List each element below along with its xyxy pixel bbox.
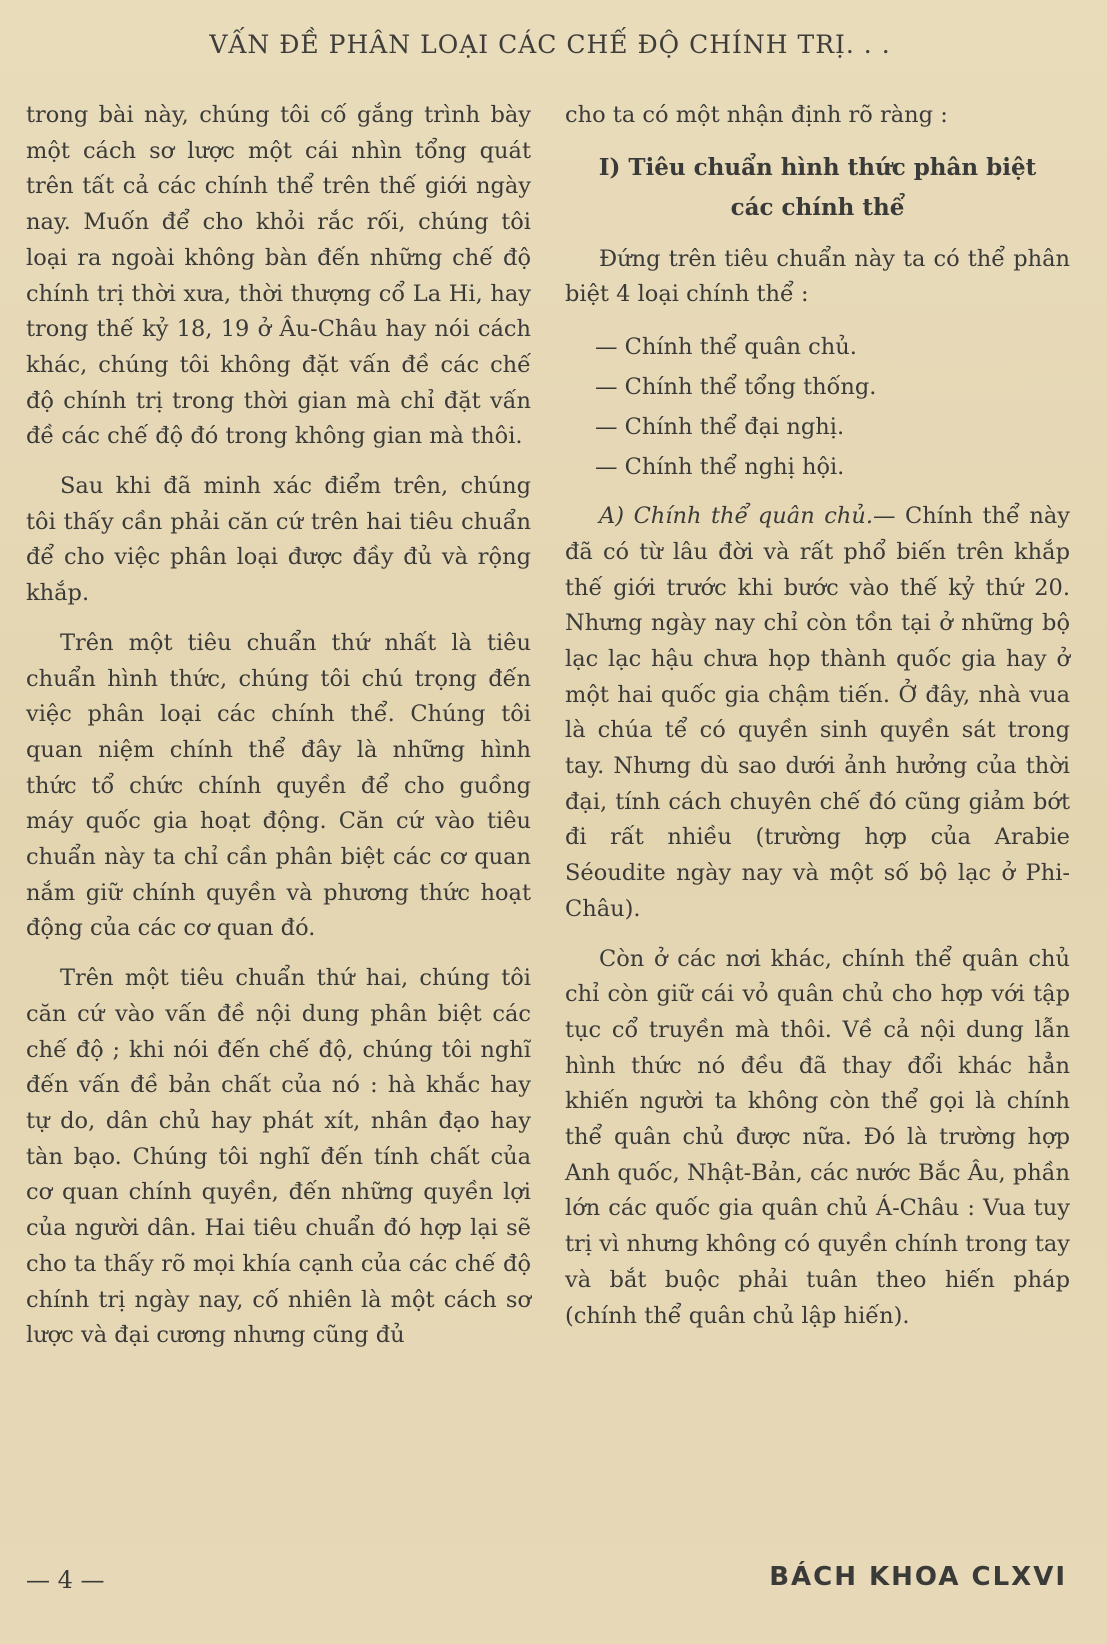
section-heading: I) Tiêu chuẩn hình thức phân biệt các chính thể [598, 153, 1037, 221]
paragraph: Còn ở các nơi khác, chính thể quân chủ chỉ còn giữ cái vỏ quân chủ cho hợp với tập tục cổ truyền mà thôi. Về cả nội dung lẫn hình thức nó đều đã thay đổi khác hẳn khiến người ta không còn thể gọi là chính thể quân chủ được nữa. Đó là trường hợp Anh quốc, Nhật-Bản, các nước Bắc Âu, phần lớn các quốc gia quân chủ Á-Châu : Vua tuy trị vì nhưng không có quyền chính trong tay và bắt buộc phải tuân theo hiến pháp (chính thể quân chủ lập hiến). [565, 945, 1070, 1329]
list-item: — Chính thể quân chủ. [595, 334, 857, 361]
paragraph: trong bài này, chúng tôi cố gắng trình bày một cách sơ lược một cái nhìn tổng quát trên tất cả các chính thể trên thế giới ngày nay. Muốn để cho khỏi rắc rối, chúng tôi loại ra ngoài không bàn đến những chế độ chính trị thời xưa, thời thượng cổ La Hi, hay trong thế kỷ 18, 19 ở Âu-Châu hay nói cách khác, chúng tôi không đặt vấn đề các chế độ chính trị trong thời gian mà chỉ đặt vấn đề các chế độ đó trong không gian mà thôi. [26, 102, 531, 450]
running-header: VẤN ĐỀ PHÂN LOẠI CÁC CHẾ ĐỘ CHÍNH TRỊ. . . [209, 30, 891, 59]
subsection-text: Chính thể này đã có từ lâu đời và rất phổ biến trên khắp thế giới trước khi bước vào thế kỷ thứ 20. Nhưng ngày nay chỉ còn tồn tại ở những bộ lạc lạc hậu chưa họp thành quốc gia hay ở một hai quốc gia chậm tiến. Ở đây, nhà vua là chúa tể có quyền sinh quyền sát trong tay. Nhưng dù sao dưới ảnh hưởng của thời đại, tính cách chuyên chế đó cũng giảm bớt đi rất nhiều (trường hợp của Arabie Séoudite ngày nay và một số bộ lạc ở Phi-Châu). [565, 503, 1070, 922]
subsection-heading: A) Chính thể quân chủ.— [599, 503, 896, 530]
paragraph [565, 499, 1070, 927]
paragraph: Sau khi đã minh xác điểm trên, chúng tôi thấy cần phải căn cứ trên hai tiêu chuẩn để cho việc phân loại được đầy đủ và rộng khắp. [26, 473, 531, 607]
list-item: — Chính thể đại nghị. [595, 414, 845, 441]
regime-list [565, 327, 1070, 487]
page-number: — 4 — [26, 1566, 105, 1594]
paragraph: Đứng trên tiêu chuẩn này ta có thể phân biệt 4 loại chính thể : [565, 245, 1070, 308]
left-column [26, 98, 531, 1368]
paragraph: Trên một tiêu chuẩn thứ hai, chúng tôi căn cứ vào vấn đề nội dung phân biệt các chế độ ; khi nói đến chế độ, chúng tôi nghĩ đến vấn đề bản chất của nó : hà khắc hay tự do, dân chủ hay phát xít, nhân đạo hay tàn bạo. Chúng tôi nghĩ đến tính chất của cơ quan chính quyền, đến những quyền lợi của người dân. Hai tiêu chuẩn đó hợp lại sẽ cho ta thấy rõ mọi khía cạnh của các chế độ chính trị ngày nay, cố nhiên là một cách sơ lược và đại cương nhưng cũng đủ [26, 965, 531, 1349]
paragraph: cho ta có một nhận định rõ ràng : [565, 102, 948, 128]
list-item: — Chính thể nghị hội. [595, 454, 845, 481]
magazine-name: BÁCH KHOA CLXVI [769, 1562, 1067, 1592]
list-item: — Chính thể tổng thống. [595, 374, 877, 401]
right-column [565, 98, 1070, 1348]
paragraph: Trên một tiêu chuẩn thứ nhất là tiêu chuẩn hình thức, chúng tôi chú trọng đến việc phân loại các chính thể. Chúng tôi quan niệm chính thể đây là những hình thức tổ chức chính quyền để cho guồng máy quốc gia hoạt động. Căn cứ vào tiêu chuẩn này ta chỉ cần phân biệt các cơ quan nắm giữ chính quyền và phương thức hoạt động của các cơ quan đó. [26, 629, 531, 942]
